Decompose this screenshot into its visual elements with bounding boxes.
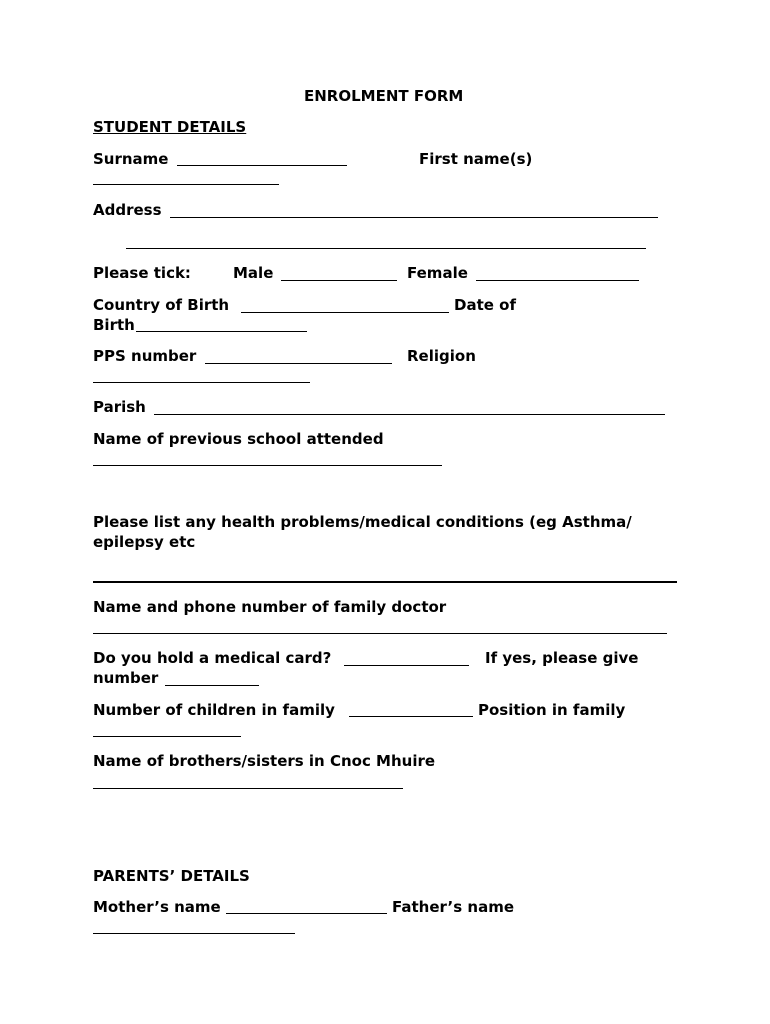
address-label: Address bbox=[93, 201, 162, 219]
fathers-name-label: Father’s name bbox=[392, 898, 514, 916]
parish-label: Parish bbox=[93, 398, 146, 416]
position-in-family-label: Position in family bbox=[478, 701, 626, 719]
family-doctor-field[interactable] bbox=[93, 633, 667, 634]
mothers-name-label: Mother’s name bbox=[93, 898, 221, 916]
date-of-birth-label: Date of bbox=[454, 296, 516, 314]
medical-card-label: Do you hold a medical card? bbox=[93, 649, 332, 667]
medical-card-number-label-cont: number bbox=[93, 669, 159, 687]
first-name-field[interactable] bbox=[93, 184, 279, 185]
address-field-line1[interactable] bbox=[170, 217, 658, 218]
medical-card-number-field[interactable] bbox=[165, 685, 259, 686]
mothers-name-field[interactable] bbox=[226, 913, 387, 914]
form-title: ENROLMENT FORM bbox=[304, 87, 464, 105]
position-in-family-field[interactable] bbox=[93, 736, 241, 737]
children-in-family-field[interactable] bbox=[349, 716, 473, 717]
siblings-field[interactable] bbox=[93, 788, 403, 789]
pps-number-label: PPS number bbox=[93, 347, 197, 365]
parish-field[interactable] bbox=[154, 414, 665, 415]
male-label: Male bbox=[233, 264, 274, 282]
surname-label: Surname bbox=[93, 150, 169, 168]
parents-details-heading: PARENTS’ DETAILS bbox=[93, 867, 250, 885]
siblings-label: Name of brothers/sisters in Cnoc Mhuire bbox=[93, 752, 436, 770]
female-tick-field[interactable] bbox=[476, 280, 639, 281]
children-in-family-label: Number of children in family bbox=[93, 701, 335, 719]
health-problems-label: Please list any health problems/medical conditions (eg Asthma/ bbox=[93, 513, 632, 531]
country-of-birth-label: Country of Birth bbox=[93, 296, 230, 314]
family-doctor-label: Name and phone number of family doctor bbox=[93, 598, 447, 616]
male-tick-field[interactable] bbox=[281, 280, 397, 281]
previous-school-label: Name of previous school attended bbox=[93, 430, 384, 448]
address-field-line2[interactable] bbox=[126, 248, 646, 249]
medical-card-number-label: If yes, please give bbox=[485, 649, 639, 667]
date-of-birth-label-cont: Birth bbox=[93, 316, 135, 334]
pps-number-field[interactable] bbox=[205, 363, 392, 364]
please-tick-label: Please tick: bbox=[93, 264, 191, 282]
country-of-birth-field[interactable] bbox=[241, 312, 449, 313]
date-of-birth-field[interactable] bbox=[136, 331, 307, 332]
health-problems-label-cont: epilepsy etc bbox=[93, 533, 196, 551]
religion-field[interactable] bbox=[93, 382, 310, 383]
fathers-name-field[interactable] bbox=[93, 933, 295, 934]
female-label: Female bbox=[407, 264, 468, 282]
medical-card-field[interactable] bbox=[344, 665, 469, 666]
surname-field[interactable] bbox=[177, 165, 347, 166]
religion-label: Religion bbox=[407, 347, 476, 365]
first-name-label: First name(s) bbox=[419, 150, 533, 168]
health-problems-field[interactable] bbox=[93, 581, 677, 583]
previous-school-field[interactable] bbox=[93, 465, 442, 466]
student-details-heading: STUDENT DETAILS bbox=[93, 118, 247, 136]
